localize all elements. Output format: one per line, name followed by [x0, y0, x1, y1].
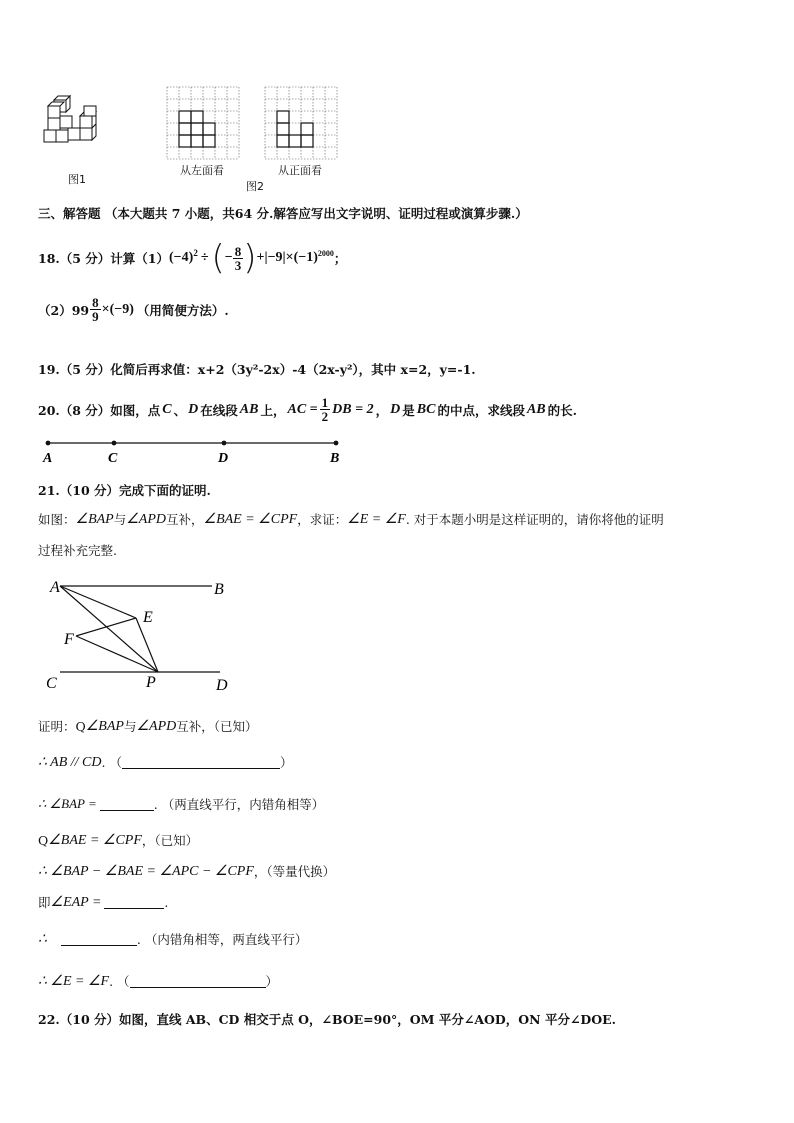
- q20-point-d: D: [188, 401, 199, 417]
- q18-div: ÷: [200, 250, 209, 265]
- proof-l7-pre: ∴: [38, 931, 47, 947]
- q19-text: 19.（5 分）化简后再求值：x+2（3y²-2x）-4（2x-y²），其中 x=2，y=-1.: [38, 362, 476, 377]
- proof-l7-tail: . （内错角相等，两直线平行）: [136, 932, 308, 947]
- q20-db-eq: DB = 2: [332, 401, 374, 417]
- q20-fraction: [320, 396, 331, 423]
- proof-line-5: [38, 862, 335, 880]
- q18-exp-a: 2: [193, 248, 198, 258]
- q21-fig-label-p: P: [146, 674, 156, 691]
- q21-title: 21.（10 分）完成下面的证明.: [38, 483, 211, 498]
- view-square: [203, 135, 215, 147]
- q18-frac-den: 3: [234, 257, 242, 273]
- view-square: [191, 135, 203, 147]
- front-view-caption: 从正面看: [278, 164, 322, 177]
- q21-qiuzheng: ，求证：: [297, 512, 348, 527]
- q18-part2-expr: ×(−9): [101, 301, 134, 317]
- proof-l3-math: ∴ ∠BAP =: [38, 796, 97, 811]
- proof-l1-angle-apd: ∠APD: [136, 718, 177, 734]
- q18-exp-b: 2000: [317, 248, 334, 258]
- q21-cond2: ∠BAE = ∠CPF: [203, 511, 298, 527]
- q21-fig-label-e: E: [143, 609, 153, 626]
- q20-point-c: C: [162, 401, 172, 417]
- proof-l8-close: ）: [265, 974, 279, 989]
- figure-1-cubes: [40, 92, 110, 152]
- q21-angle-apd: ∠APD: [126, 511, 167, 527]
- proof-l2-close: ）: [279, 755, 293, 770]
- q20-ac-eq: AC =: [287, 401, 318, 417]
- view-square: [277, 135, 289, 147]
- front-view-grid: [264, 86, 338, 160]
- q20-label-d: D: [218, 451, 229, 466]
- view-square: [277, 123, 289, 135]
- section-heading: 三、解答题 （本大题共 7 小题，共64 分.解答应写出文字说明、证明过程或演算步骤.）: [38, 206, 528, 221]
- q21-figure: [40, 572, 240, 696]
- proof-line-1: [38, 717, 258, 735]
- figure-1-caption: 图1: [68, 173, 86, 186]
- q18-rparen: ): [243, 238, 257, 278]
- q20-mid3: ，: [375, 402, 389, 418]
- q20-ab2: AB: [526, 401, 546, 417]
- proof-l6-tail: .: [164, 894, 169, 910]
- q18-lparen: (: [211, 238, 225, 278]
- q20-mid5: 的中点，求线段: [437, 402, 525, 418]
- proof-blank-parallel[interactable]: [61, 933, 137, 946]
- proof-line-2: [38, 753, 292, 771]
- view-square: [191, 111, 203, 123]
- proof-l1-tail: 互补，（已知）: [176, 719, 258, 734]
- q20-sep: 、: [173, 402, 187, 418]
- q21-hubu: 互补，: [166, 512, 204, 527]
- q20-frac-den: 2: [321, 409, 329, 424]
- proof-l8-tail: . （: [109, 974, 130, 989]
- q20-frac-num: 1: [321, 395, 329, 410]
- view-square: [179, 123, 191, 135]
- proof-l8-math: ∴ ∠E = ∠F: [38, 973, 110, 989]
- view-square: [277, 111, 289, 123]
- proof-blank-reason-1[interactable]: [122, 756, 280, 769]
- q18-label: 18.（5 分）计算（1）: [38, 251, 169, 266]
- q21-fig-label-a: A: [50, 579, 60, 596]
- q18-frac-num: 8: [234, 243, 242, 259]
- view-square: [301, 123, 313, 135]
- q20-mid4: 是: [402, 402, 415, 418]
- q18-expr-a: (−4): [169, 250, 194, 265]
- proof-l1-pre: 证明：Q: [38, 719, 86, 734]
- q18-part2-prefix: （2）99: [38, 302, 90, 318]
- q20-mid1: 在线段: [200, 402, 238, 418]
- proof-blank-reason-2[interactable]: [130, 975, 266, 988]
- q20-label-c: C: [108, 451, 118, 466]
- q18-end: ；: [333, 251, 347, 266]
- proof-line-8: [38, 972, 278, 990]
- q21-statement-line2: 过程补充完整.: [38, 543, 117, 558]
- view-square: [191, 123, 203, 135]
- q21-fig-label-d: D: [216, 677, 228, 694]
- proof-l1-angle-bap: ∠BAP: [85, 718, 124, 734]
- proof-l6-pre: 即: [38, 895, 51, 910]
- q20-segment-figure: [38, 434, 348, 468]
- proof-line-3: [38, 795, 324, 813]
- q18-part2-suffix: （用简便方法）.: [136, 302, 229, 318]
- q18-part2-fraction: [90, 296, 101, 323]
- proof-l5-tail: ，（等量代换）: [253, 864, 336, 879]
- left-view-grid: [166, 86, 240, 160]
- proof-l4-tail: ，（已知）: [141, 833, 199, 848]
- q20-label-b: B: [330, 451, 340, 466]
- q18-minus: −: [224, 250, 233, 265]
- q20-pre: 20.（8 分）如图，点: [38, 402, 161, 418]
- q21-fig-label-c: C: [46, 675, 57, 692]
- q21-line1-tail: . 对于本题小明是这样证明的，请你将他的证明: [405, 512, 664, 527]
- q18-part2-frac-num: 8: [92, 295, 99, 310]
- q21-fig-label-b: B: [214, 581, 224, 598]
- view-square: [301, 135, 313, 147]
- q20-point-d2: D: [390, 401, 401, 417]
- q18-line1: [38, 238, 346, 278]
- q21-statement-line1: [38, 510, 664, 528]
- proof-l5-math: ∴ ∠BAP − ∠BAE = ∠APC − ∠CPF: [38, 863, 254, 879]
- proof-line-7: [38, 930, 307, 948]
- q21-pre: 如图：: [38, 512, 76, 527]
- q21-angle-bap: ∠BAP: [75, 511, 114, 527]
- q20-end: 的长.: [547, 402, 577, 418]
- proof-l4-pre: Q: [38, 832, 49, 848]
- q21-yu: 与: [113, 512, 127, 527]
- q18-line2: [38, 296, 229, 323]
- proof-l2-tail: . （: [101, 755, 122, 770]
- q20-label-a: A: [43, 451, 53, 466]
- q21-fig-label-f: F: [64, 631, 74, 648]
- view-square: [179, 135, 191, 147]
- figure-2-caption: 图2: [246, 180, 264, 193]
- proof-blank-angle-2[interactable]: [104, 896, 164, 909]
- q20-mid2: 上，: [260, 402, 286, 418]
- view-square: [289, 135, 301, 147]
- proof-line-6: [38, 893, 168, 911]
- q18-part2-frac-den: 9: [92, 309, 99, 324]
- q21-conclusion: ∠E = ∠F: [347, 511, 406, 527]
- proof-line-4: [38, 831, 198, 849]
- q22-text: 22.（10 分）如图，直线 AB、CD 相交于点 O，∠BOE=90°，OM 平分∠AOD，ON 平分∠DOE.: [38, 1012, 617, 1027]
- q20-line: [38, 396, 577, 423]
- view-square: [203, 123, 215, 135]
- q20-bc: BC: [416, 401, 436, 417]
- q20-ab: AB: [239, 401, 259, 417]
- proof-l6-math: ∠EAP =: [50, 894, 102, 910]
- proof-l2-math: ∴ AB // CD: [38, 754, 102, 770]
- q18-fraction: [233, 245, 244, 272]
- proof-blank-angle-1[interactable]: [100, 798, 154, 811]
- proof-l1-mid: 与: [123, 719, 137, 734]
- view-square: [179, 111, 191, 123]
- q18-expr-b: +|−9|×(−1): [256, 250, 318, 265]
- left-view-caption: 从左面看: [180, 164, 224, 177]
- proof-l3-tail: . （两直线平行，内错角相等）: [153, 797, 325, 812]
- proof-l4-math: ∠BAE = ∠CPF: [48, 832, 142, 848]
